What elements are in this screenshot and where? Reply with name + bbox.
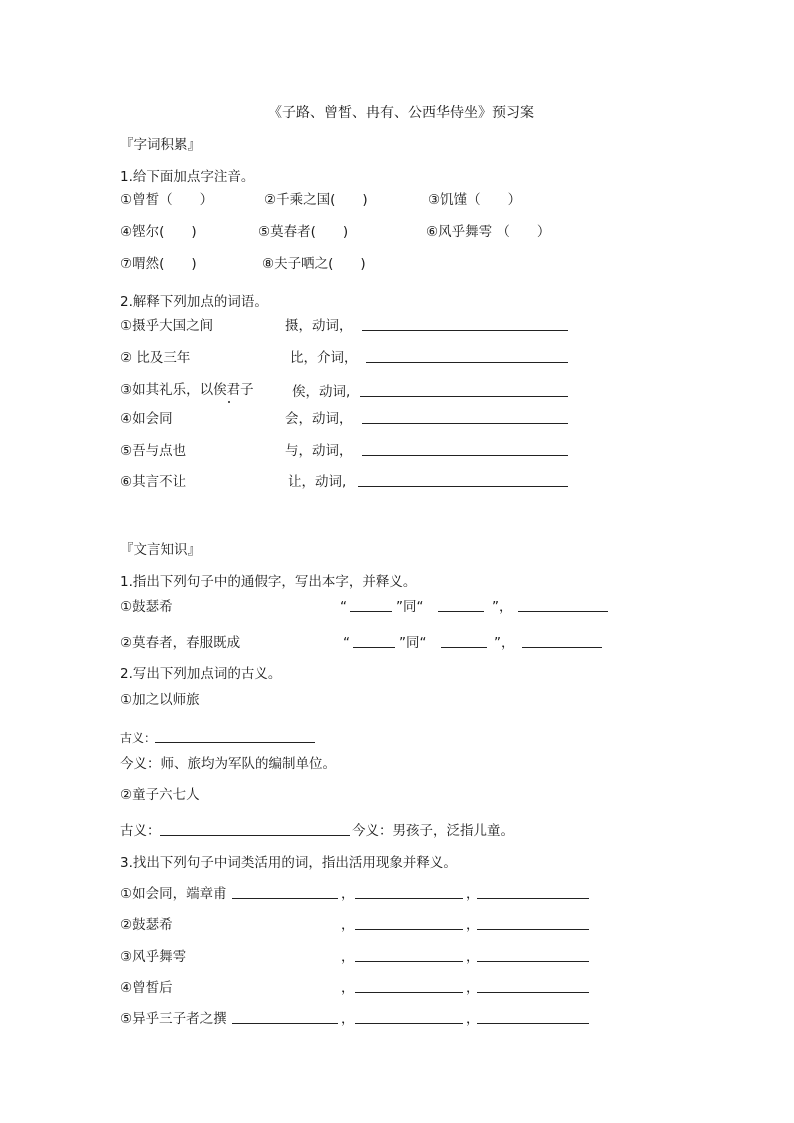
answer-blank[interactable] (362, 316, 568, 331)
phrase: ①摄乎大国之间 (120, 318, 214, 334)
question-label: 2.解释下列加点的词语。 (120, 294, 268, 310)
ancient-meaning-label: 古义： (120, 823, 161, 839)
phrase: ④曾皙后 (120, 980, 173, 996)
answer-blank[interactable] (362, 441, 568, 456)
phrase: ①加之以师旅 (120, 692, 200, 708)
comma: ， (341, 949, 355, 965)
answer-blank[interactable] (518, 597, 608, 612)
comma: ， (466, 949, 480, 965)
answer-blank[interactable] (366, 348, 568, 363)
modern-meaning: 今义：男孩子，泛指儿童。 (352, 823, 514, 839)
quote-open: “ (343, 635, 350, 651)
answer-blank[interactable] (355, 884, 463, 899)
phrase: ②鼓瑟希 (120, 917, 173, 933)
answer-blank[interactable] (355, 1009, 463, 1024)
pinyin-item: ④铿尔( ) (120, 224, 197, 240)
pinyin-item: ③饥馑（ ） (428, 192, 522, 208)
word-type: 比，介词， (290, 350, 358, 366)
answer-blank[interactable] (355, 947, 463, 962)
pinyin-item: ⑧夫子哂之( ) (262, 256, 366, 272)
word-type: 让，动词, (288, 474, 347, 490)
phrase: ③风乎舞雩 (120, 949, 187, 965)
answer-blank[interactable] (358, 472, 568, 487)
question-label: 3.找出下列句子中词类活用的词，指出活用现象并释义。 (120, 855, 457, 871)
quote-close: ”， (492, 599, 513, 615)
same-as: ”同“ (399, 635, 427, 651)
comma: ， (466, 886, 480, 902)
answer-blank[interactable] (160, 821, 350, 836)
word-type: 俟，动词, (292, 384, 351, 400)
phrase: ②童子六七人 (120, 787, 200, 803)
phrase: ⑤异乎三子者之撰 (120, 1011, 227, 1027)
question-label: 1.指出下列句子中的通假字，写出本字，并释义。 (120, 574, 417, 590)
emphasis-dot (228, 401, 230, 403)
comma: ， (466, 980, 480, 996)
comma: ， (466, 1011, 480, 1027)
phrase: ①鼓瑟希 (120, 599, 173, 615)
answer-blank[interactable] (522, 633, 602, 648)
answer-blank[interactable] (355, 915, 463, 930)
pinyin-item: ⑦喟然( ) (120, 256, 197, 272)
answer-blank[interactable] (477, 915, 589, 930)
question-label: 1.给下面加点字注音。 (120, 169, 255, 185)
ancient-meaning-label: 古义： (120, 731, 157, 745)
quote-open: “ (340, 599, 347, 615)
phrase: ③如其礼乐，以俟君子 (120, 382, 254, 398)
answer-blank[interactable] (155, 728, 315, 743)
section-heading-vocab: 『字词积累』 (120, 137, 201, 153)
page-title: 《子路、曾皙、冉有、公西华侍坐》预习案 (268, 105, 534, 121)
pinyin-item: ⑥风乎舞雩 （ ） (426, 224, 551, 240)
phrase: ①如会同，端章甫 (120, 886, 227, 902)
phrase: ② 比及三年 (120, 350, 191, 366)
answer-blank[interactable] (353, 633, 395, 648)
answer-blank[interactable] (477, 978, 589, 993)
answer-blank[interactable] (362, 409, 568, 424)
phrase: ④如会同 (120, 411, 173, 427)
word-type: 会，动词， (285, 411, 353, 427)
answer-blank[interactable] (232, 1009, 338, 1024)
answer-blank[interactable] (477, 1009, 589, 1024)
modern-meaning: 今义：师、旅均为军队的编制单位。 (120, 756, 336, 772)
answer-blank[interactable] (438, 597, 484, 612)
pinyin-item: ①曾皙（ ） (120, 192, 214, 208)
pinyin-item: ⑤莫春者( ) (258, 224, 349, 240)
comma: ， (341, 886, 355, 902)
section-heading-classical: 『文言知识』 (120, 542, 201, 558)
phrase: ⑥其言不让 (120, 474, 187, 490)
answer-blank[interactable] (350, 597, 392, 612)
answer-blank[interactable] (232, 884, 338, 899)
answer-blank[interactable] (477, 884, 589, 899)
phrase: ⑤吾与点也 (120, 443, 187, 459)
answer-blank[interactable] (355, 978, 463, 993)
word-type: 摄，动词， (285, 318, 353, 334)
answer-blank[interactable] (477, 947, 589, 962)
phrase: ②莫春者，春服既成 (120, 635, 241, 651)
comma: ， (341, 1011, 355, 1027)
answer-blank[interactable] (360, 382, 568, 397)
quote-close: ”， (494, 635, 515, 651)
same-as: ”同“ (396, 599, 424, 615)
word-type: 与，动词， (285, 443, 353, 459)
comma: ， (466, 917, 480, 933)
answer-blank[interactable] (441, 633, 487, 648)
pinyin-item: ②千乘之国( ) (264, 192, 368, 208)
comma: ， (341, 917, 355, 933)
comma: ， (341, 980, 355, 996)
question-label: 2.写出下列加点词的古义。 (120, 666, 282, 682)
